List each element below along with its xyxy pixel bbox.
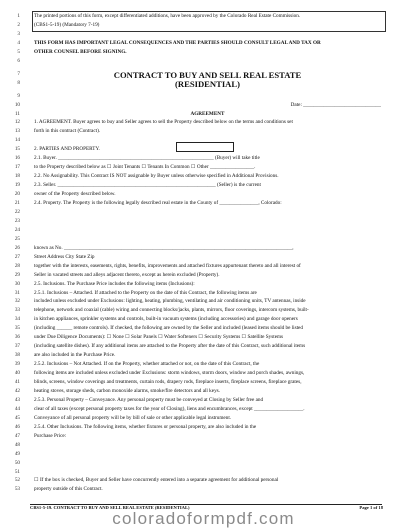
- line-text: Street Address City State Zip: [34, 253, 95, 260]
- line-number: 30: [14, 280, 20, 287]
- line-text: CONTRACT TO BUY AND SELL REAL ESTATE: [113, 69, 302, 80]
- line-number: 38: [14, 352, 20, 359]
- line-number: 2: [17, 21, 20, 28]
- line-number: 21: [14, 200, 20, 206]
- line-text: 2.5. Inclusions. The Purchase Price includes the following items (Inclusions):: [34, 280, 195, 287]
- line-text: included unless excluded under Exclusions: lighting, heating, plumbing, ventilating and air conditioning units, TV antennas, inside: [34, 298, 306, 305]
- line-number: 10: [14, 101, 20, 108]
- line-number: 15: [14, 146, 20, 153]
- line-number: 14: [14, 137, 20, 144]
- line-text: 2.5.3. Personal Property – Conveyance. Any personal property must be conveyed at Closing by Seller free and: [34, 396, 264, 403]
- line-text: (including ______ remote controls). If checked, the following are owned by the Seller and included (leased items should be listed: [34, 325, 303, 332]
- line-number: 27: [14, 253, 20, 260]
- line-text: 2.5.4. Other Inclusions. The following items, whether fixtures or personal property, are also included in the: [34, 423, 257, 430]
- line-text: Purchase Price:: [34, 432, 67, 439]
- watermark-text: coloradoformpdf.com: [112, 509, 295, 528]
- line-number: 33: [14, 307, 20, 314]
- line-number: 12: [14, 119, 20, 126]
- footer-form-id: CBS1-5-19. CONTRACT TO BUY AND SELL REAL ESTATE (RESIDENTIAL): [30, 505, 190, 510]
- footer-page-number: Page 1 of 18: [359, 505, 383, 510]
- line-text: blinds, screens, window coverings and treatments, curtain rods, drapery rods, fireplace inserts, fireplace screens, fireplace grates,: [34, 379, 302, 385]
- line-number: 47: [14, 432, 20, 439]
- line-text: 2.4. Property. The Property is the following legally described real estate in the County of _______________, Colorado:: [34, 200, 282, 206]
- line-text: 1. AGREEMENT. Buyer agrees to buy and Seller agrees to sell the Property described below on the terms and conditions set: [34, 119, 293, 126]
- document-line: [0, 57, 407, 67]
- line-text: AGREEMENT: [190, 110, 225, 117]
- line-text: 2.1. Buyer. ____________________________________________________________ (Buyer) will take title: [34, 155, 260, 162]
- line-number: 39: [14, 361, 20, 368]
- line-number: 18: [14, 173, 20, 180]
- line-number: 24: [14, 226, 20, 233]
- line-text: are also included in the Purchase Price.: [34, 352, 116, 359]
- line-number: 31: [14, 289, 20, 296]
- line-text: Conveyance of all personal property will be by bill of sale or other applicable legal instrument.: [34, 414, 232, 421]
- line-number: 20: [14, 191, 20, 198]
- line-text: under Due Diligence Documents): ☐ None ☐ Solar Panels ☐ Water Softeners ☐ Security Systems ☐ Satellite Systems: [34, 334, 284, 341]
- line-text: 2.5.1. Inclusions – Attached. If attached to the Property on the date of this Contract, the following items are: [34, 289, 257, 296]
- line-number: 1: [17, 13, 20, 19]
- line-number: 19: [14, 182, 20, 189]
- line-number: 28: [14, 262, 20, 269]
- line-text: together with the interests, easements, rights, benefits, improvements and attached fixtures appurtenant thereto and all interest of: [34, 262, 301, 269]
- line-text: to the Property described below as ☐ Joint Tenants ☐ Tenants In Common ☐ Other _________________.: [34, 164, 256, 171]
- document-line: [0, 79, 407, 89]
- line-text: (including satellite dishes). If any additional items are attached to the Property after the date of this Contract, such additional items: [34, 343, 306, 350]
- line-number: 45: [14, 414, 20, 421]
- line-number: 49: [14, 450, 20, 457]
- line-text: forth in this contract (Contract).: [34, 128, 101, 135]
- line-number: 52: [14, 477, 20, 484]
- line-text: Seller in vacated streets and alleys adjacent thereto, except as herein excluded (Property).: [34, 271, 220, 278]
- line-number: 43: [14, 396, 20, 403]
- line-number: 13: [14, 128, 20, 135]
- line-number: 6: [17, 57, 20, 64]
- line-number: 9: [17, 92, 20, 99]
- line-number: 50: [14, 459, 20, 466]
- line-text: 2.2. No Assignability. This Contract IS NOT assignable by Buyer unless otherwise specified in Additional Provisions.: [34, 173, 279, 180]
- line-number: 34: [14, 316, 20, 323]
- line-number: 37: [14, 343, 20, 350]
- line-text: heating stoves, storage sheds, carbon monoxide alarms, smoke/fire detectors and all keys.: [34, 387, 220, 394]
- line-number: 17: [14, 164, 20, 171]
- line-text: property outside of this Contract.: [34, 486, 103, 493]
- line-number: 53: [14, 486, 20, 493]
- agreement-heading-box: [176, 142, 234, 152]
- line-number: 35: [14, 325, 20, 332]
- line-number: 36: [14, 334, 20, 341]
- line-number: 25: [14, 235, 20, 242]
- line-text: 2.3. Seller. _____________________________________________________________ (Seller) is the current: [34, 182, 261, 189]
- line-number: 23: [14, 217, 20, 224]
- line-text: following items are included unless excluded under Exclusions: storm windows, storm doors, window and porch shades, awnings,: [34, 370, 305, 377]
- line-text: in kitchen appliances, sprinkler systems and controls, built-in vacuum systems (including accessories) and garage door openers: [34, 316, 298, 323]
- line-number: 5: [17, 48, 20, 55]
- line-text: telephone, network and coaxial (cable) wiring and connecting blocks/jacks, plants, mirrors, floor coverings, intercom systems, built-: [34, 307, 309, 314]
- line-number: 22: [14, 208, 20, 215]
- line-number: 40: [14, 370, 20, 377]
- line-number: 41: [14, 379, 20, 385]
- line-number: 32: [14, 298, 20, 305]
- line-text: The printed portions of this form, except differentiated additions, have been approved by the Colorado Real Estate Commission.: [34, 13, 301, 19]
- line-number: 29: [14, 271, 20, 278]
- line-number: 8: [17, 79, 20, 86]
- line-number: 16: [14, 155, 20, 162]
- line-number: 42: [14, 387, 20, 394]
- document-line: [0, 485, 407, 495]
- line-text: (CBS1-5-19) (Mandatory 7-19): [34, 21, 100, 28]
- line-text: ☐ If the box is checked, Buyer and Seller have concurrently entered into a separate agreement for additional personal: [34, 477, 279, 484]
- line-text: OTHER COUNSEL BEFORE SIGNING.: [34, 48, 127, 55]
- line-text: THIS FORM HAS IMPORTANT LEGAL CONSEQUENCES AND THE PARTIES SHOULD CONSULT LEGAL AND TAX OR: [34, 39, 321, 46]
- line-text: 2. PARTIES AND PROPERTY.: [34, 146, 100, 153]
- line-text: Date: ______________________________: [290, 101, 381, 108]
- line-number: 7: [17, 70, 20, 77]
- line-number: 46: [14, 423, 20, 430]
- line-number: 11: [15, 110, 20, 117]
- line-text: known as No. ________________________________________________________________________________________,: [34, 244, 294, 251]
- line-number: 26: [14, 244, 20, 251]
- line-text: 2.5.2. Inclusions – Not Attached. If on the Property, whether attached or not, on the date of this Contract, the: [34, 361, 260, 368]
- line-number: 3: [17, 30, 20, 37]
- line-text: (RESIDENTIAL): [175, 78, 240, 89]
- line-text: owner of the Property described below.: [34, 191, 116, 198]
- line-text: clear of all taxes (except personal property taxes for the year of Closing), liens and encumbrances, except ___________________.: [34, 405, 305, 412]
- line-number: 44: [14, 405, 20, 412]
- line-number: 4: [17, 39, 20, 46]
- line-number: 48: [14, 441, 20, 448]
- line-number: 51: [14, 468, 20, 475]
